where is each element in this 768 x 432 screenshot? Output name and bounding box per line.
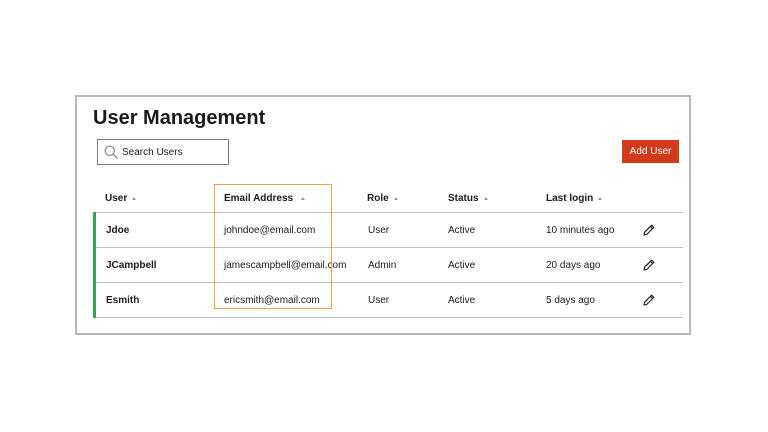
cell-role: User [368, 224, 390, 236]
table-header [93, 183, 681, 213]
column-header-label: Status [448, 192, 479, 204]
cell-role: User [368, 294, 390, 306]
user-management-card [75, 95, 691, 335]
table-row[interactable] [93, 283, 683, 318]
edit-pencil-icon[interactable] [642, 223, 656, 237]
cell-user: JCampbell [106, 259, 157, 271]
column-header-label: Last login [546, 192, 594, 204]
cell-status: Active [448, 294, 476, 306]
sort-ascending-icon [484, 197, 488, 200]
cell-user: Esmith [106, 294, 140, 306]
search-box[interactable] [97, 139, 229, 165]
cell-last-login: 20 days ago [546, 259, 601, 271]
add-user-button[interactable]: Add User [622, 140, 679, 163]
column-header-label: User [105, 192, 128, 204]
cell-email: jamescampbell@email.com [224, 259, 347, 271]
sort-ascending-icon [132, 197, 136, 200]
cell-role: Admin [368, 259, 397, 271]
sort-ascending-icon [598, 197, 602, 200]
row-status-accent [93, 212, 96, 248]
row-status-accent [93, 282, 96, 318]
cell-email: johndoe@email.com [224, 224, 316, 236]
sort-ascending-icon [301, 197, 305, 200]
table-row[interactable] [93, 248, 683, 283]
column-header-status[interactable] [448, 183, 488, 213]
search-input[interactable] [122, 147, 222, 158]
edit-pencil-icon[interactable] [642, 258, 656, 272]
search-icon [104, 145, 118, 159]
cell-status: Active [448, 224, 476, 236]
column-header-label: Email Address [224, 192, 294, 204]
cell-user: Jdoe [106, 224, 130, 236]
column-header-last-login[interactable] [546, 183, 602, 213]
row-status-accent [93, 247, 96, 283]
sort-ascending-icon [394, 197, 398, 200]
cell-email: ericsmith@email.com [224, 294, 320, 306]
column-header-label: Role [367, 192, 389, 204]
table-row[interactable] [93, 213, 683, 248]
column-header-email[interactable] [224, 183, 305, 213]
page-title: User Management [93, 107, 266, 129]
edit-pencil-icon[interactable] [642, 293, 656, 307]
cell-last-login: 10 minutes ago [546, 224, 615, 236]
cell-status: Active [448, 259, 476, 271]
cell-last-login: 5 days ago [546, 294, 595, 306]
column-header-role[interactable] [367, 183, 398, 213]
column-header-user[interactable] [105, 183, 136, 213]
